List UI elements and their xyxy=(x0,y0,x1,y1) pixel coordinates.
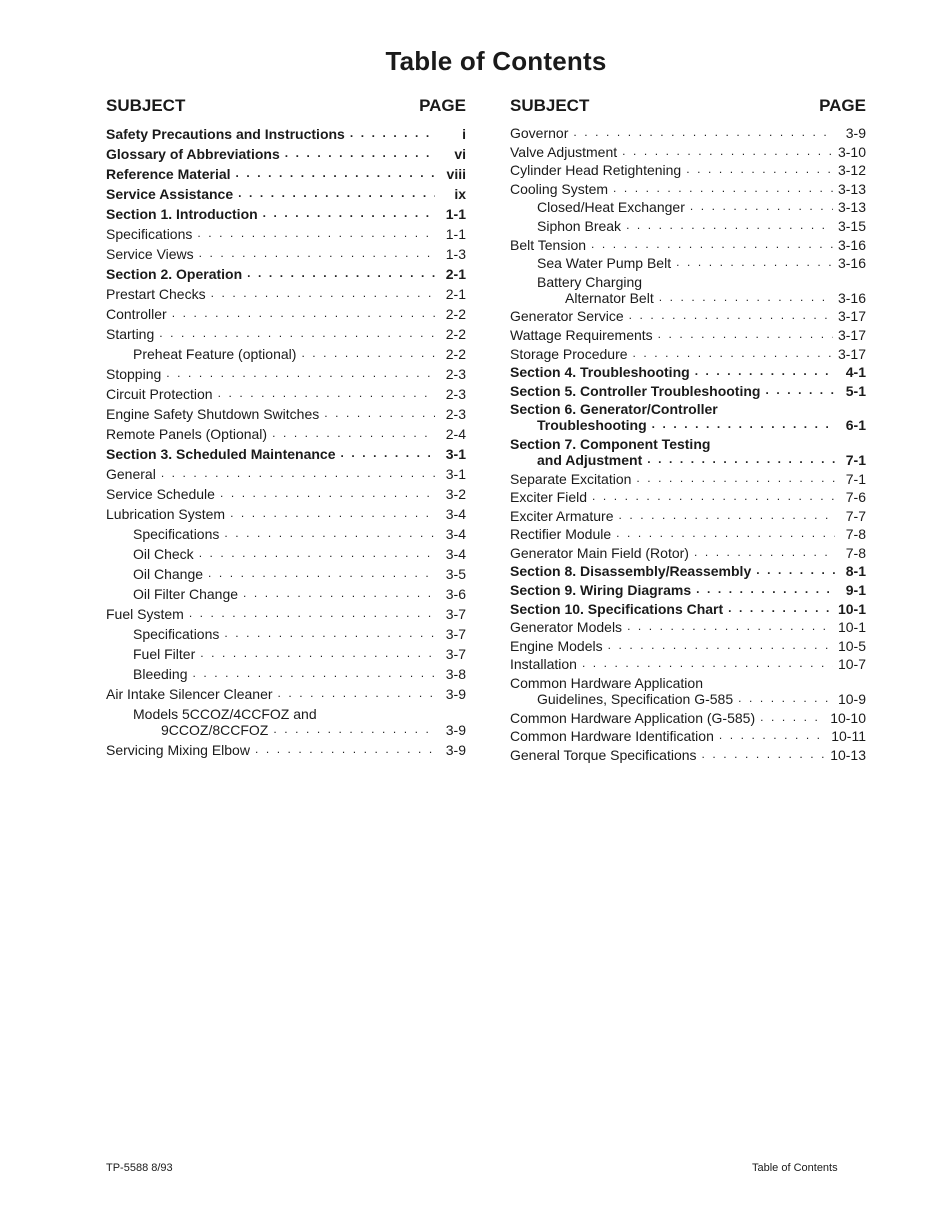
dot-leader xyxy=(243,586,435,600)
toc-entry xyxy=(106,606,466,622)
dot-leader xyxy=(591,237,833,251)
toc-entry xyxy=(106,526,466,542)
toc-entry-title: Air Intake Silencer Cleaner xyxy=(106,686,273,702)
dot-leader xyxy=(695,364,835,378)
toc-entry-page: 10-13 xyxy=(830,746,866,763)
dot-leader xyxy=(756,563,835,577)
dot-leader xyxy=(765,383,835,397)
toc-entry-page: 7-8 xyxy=(845,544,866,561)
toc-entry-page: 3-2 xyxy=(445,486,466,502)
toc-entry xyxy=(106,306,466,322)
toc-entry-page: i xyxy=(462,126,466,142)
dot-leader xyxy=(647,452,835,466)
toc-entry-title: Specifications xyxy=(133,626,220,642)
dot-leader xyxy=(618,508,835,522)
toc-entry-title: Belt Tension xyxy=(510,236,587,253)
toc-entry xyxy=(510,675,866,707)
toc-entry-title: Preheat Feature (optional) xyxy=(133,346,297,362)
toc-entry-page: 6-1 xyxy=(845,417,866,434)
toc-entry-title: Sea Water Pump Belt xyxy=(537,255,672,272)
dot-leader xyxy=(220,486,435,500)
toc-entry xyxy=(106,186,466,202)
toc-entry xyxy=(510,181,866,197)
dot-leader xyxy=(592,489,835,503)
toc-entry xyxy=(510,582,866,598)
toc-entry xyxy=(106,666,466,682)
toc-entry-title: Reference Material xyxy=(106,166,231,182)
dot-leader xyxy=(278,686,435,700)
toc-entry-page: 7-7 xyxy=(845,507,866,524)
dot-leader xyxy=(627,619,833,633)
toc-entry-page: 2-2 xyxy=(445,326,466,342)
toc-entry-title: 9CCOZ/8CCFOZ xyxy=(161,722,269,738)
toc-entry xyxy=(106,546,466,562)
toc-entry-title: Remote Panels (Optional) xyxy=(106,426,268,442)
toc-entry-page: 7-1 xyxy=(845,470,866,487)
toc-entry-title: Glossary of Abbreviations xyxy=(106,146,280,162)
toc-entry-title: General Torque Specifications xyxy=(510,746,697,763)
dot-leader xyxy=(236,166,435,180)
toc-entry xyxy=(510,471,866,487)
toc-entry-page: 10-9 xyxy=(837,691,866,708)
toc-entry xyxy=(510,619,866,635)
dot-leader xyxy=(197,226,435,240)
dot-leader xyxy=(626,218,833,232)
toc-entry-page: viii xyxy=(446,166,466,182)
toc-entry xyxy=(106,366,466,382)
toc-entry xyxy=(510,489,866,505)
dot-leader xyxy=(652,417,835,431)
toc-entry xyxy=(106,426,466,442)
dot-leader xyxy=(719,728,826,742)
page-title: Table of Contents xyxy=(385,46,607,76)
toc-entry xyxy=(106,126,466,142)
toc-entry-title: Section 4. Troubleshooting xyxy=(510,364,690,381)
dot-leader xyxy=(582,656,833,670)
toc-entry xyxy=(510,436,866,468)
toc-entry-title: Service Views xyxy=(106,246,194,262)
toc-entry-title: Oil Filter Change xyxy=(133,586,239,602)
toc-entry-title: Generator Service xyxy=(510,308,624,325)
toc-entry-page: 3-7 xyxy=(445,626,466,642)
toc-entry-title: Service Schedule xyxy=(106,486,215,502)
toc-entry-page: 3-6 xyxy=(445,586,466,602)
dot-leader xyxy=(159,326,435,340)
toc-entry-title: Specifications xyxy=(106,226,193,242)
toc-entry-title: Cylinder Head Retightening xyxy=(510,162,682,179)
dot-leader xyxy=(350,126,435,140)
toc-entry-page: 3-9 xyxy=(845,125,866,141)
toc-entry-page: 10-7 xyxy=(837,656,866,673)
toc-entry-title: and Adjustment xyxy=(537,451,643,468)
toc-entry-page: 3-5 xyxy=(445,566,466,582)
toc-entry-title: Section 5. Controller Troubleshooting xyxy=(510,382,761,399)
subject-heading: SUBJECT xyxy=(510,96,590,115)
page-heading: PAGE xyxy=(819,96,866,115)
toc-entry xyxy=(510,274,866,306)
dot-leader xyxy=(301,346,435,360)
toc-entry-page: 2-1 xyxy=(445,266,466,282)
toc-entry-title: Starting xyxy=(106,326,155,342)
toc-entry xyxy=(510,125,866,141)
toc-entry-page: 3-17 xyxy=(837,326,866,343)
dot-leader xyxy=(218,386,435,400)
toc-entry-page: 8-1 xyxy=(845,563,866,580)
dot-leader xyxy=(613,181,833,195)
dot-leader xyxy=(728,601,833,615)
toc-entry-page: 2-4 xyxy=(445,426,466,442)
toc-entry-title: Storage Procedure xyxy=(510,345,628,362)
dot-leader xyxy=(230,506,435,520)
dot-leader xyxy=(272,426,435,440)
toc-entry-title: Section 10. Specifications Chart xyxy=(510,600,724,617)
toc-entry-title: Exciter Field xyxy=(510,489,588,506)
dot-leader xyxy=(224,626,435,640)
toc-entry-page: 3-4 xyxy=(445,546,466,562)
dot-leader xyxy=(686,162,833,176)
toc-entry-page: 2-2 xyxy=(445,346,466,362)
toc-entry xyxy=(510,327,866,343)
toc-entry-page: 3-15 xyxy=(837,217,866,234)
dot-leader xyxy=(573,125,835,139)
toc-entry-title: Section 3. Scheduled Maintenance xyxy=(106,446,336,462)
toc-entry xyxy=(106,586,466,602)
toc-entry xyxy=(510,255,866,271)
dot-leader xyxy=(238,186,435,200)
toc-entry-page: 3-13 xyxy=(837,180,866,197)
toc-entry xyxy=(510,308,866,324)
toc-entry-page: ix xyxy=(454,186,466,202)
toc-entry xyxy=(510,638,866,654)
toc-entry-title: Fuel Filter xyxy=(133,646,196,662)
toc-entry-title: Governor xyxy=(510,125,569,141)
dot-leader xyxy=(760,710,825,724)
dot-leader xyxy=(172,306,435,320)
toc-entry-title: Oil Check xyxy=(133,546,194,562)
toc-entry xyxy=(510,162,866,178)
toc-entry xyxy=(106,406,466,422)
toc-entry-title-line1: Battery Charging xyxy=(537,273,643,290)
toc-entry xyxy=(106,246,466,262)
toc-entry-title: Generator Main Field (Rotor) xyxy=(510,544,689,561)
toc-entry xyxy=(510,656,866,672)
toc-entry-page: 9-1 xyxy=(845,582,866,599)
toc-entry-title: Prestart Checks xyxy=(106,286,206,302)
dot-leader xyxy=(189,606,435,620)
toc-entry-page: 3-7 xyxy=(445,606,466,622)
toc-entry-title: Section 2. Operation xyxy=(106,266,243,282)
toc-entry xyxy=(510,526,866,542)
toc-entry-page: 3-9 xyxy=(445,686,466,702)
dot-leader xyxy=(161,466,435,480)
toc-entry xyxy=(106,446,466,462)
toc-entry xyxy=(510,710,866,726)
toc-entry-title: Fuel System xyxy=(106,606,184,622)
toc-entry-page: 3-1 xyxy=(445,446,466,462)
toc-entry-title: Engine Safety Shutdown Switches xyxy=(106,406,320,422)
toc-entry xyxy=(106,686,466,702)
toc-entry-page: 7-6 xyxy=(845,489,866,506)
toc-entry xyxy=(106,486,466,502)
toc-entry-page: 1-1 xyxy=(445,226,466,242)
toc-entry xyxy=(510,144,866,160)
dot-leader xyxy=(199,246,435,260)
toc-entry-title: Safety Precautions and Instructions xyxy=(106,126,345,142)
toc-entry-title: Exciter Armature xyxy=(510,507,614,524)
toc-entry-title-line1: Common Hardware Application xyxy=(510,675,703,692)
toc-entry-page: 3-16 xyxy=(837,236,866,253)
toc-entry-page: 3-8 xyxy=(445,666,466,682)
toc-entry-title: Oil Change xyxy=(133,566,204,582)
dot-leader xyxy=(616,526,835,540)
dot-leader xyxy=(199,546,435,560)
toc-entry-title: Rectifier Module xyxy=(510,526,612,543)
toc-entry-title: Siphon Break xyxy=(537,217,622,234)
toc-entry xyxy=(510,237,866,253)
toc-entry-title: Lubrication System xyxy=(106,506,226,522)
toc-entry xyxy=(510,218,866,234)
dot-leader xyxy=(633,346,833,360)
toc-entry xyxy=(106,146,466,162)
toc-entry-page: 3-9 xyxy=(445,742,466,758)
dot-leader xyxy=(341,446,435,460)
toc-entry-title: Service Assistance xyxy=(106,186,234,202)
toc-entry-page: 2-1 xyxy=(445,286,466,302)
toc-entry xyxy=(510,747,866,763)
toc-entry-page: 3-4 xyxy=(445,506,466,522)
toc-entry-title: Common Hardware Identification xyxy=(510,728,714,745)
toc-entry-page: 2-3 xyxy=(445,386,466,402)
dot-leader xyxy=(622,144,833,158)
dot-leader xyxy=(224,526,435,540)
dot-leader xyxy=(247,266,435,280)
toc-entry-title-line1: Section 6. Generator/Controller xyxy=(510,401,718,418)
toc-entry xyxy=(106,266,466,282)
toc-entry-title: Wattage Requirements xyxy=(510,326,653,343)
toc-entry-page: 2-3 xyxy=(445,366,466,382)
toc-entry-page: 3-9 xyxy=(445,722,466,738)
toc-entry-page: 3-1 xyxy=(445,466,466,482)
toc-entry-page: 10-5 xyxy=(837,637,866,654)
toc-entry xyxy=(106,466,466,482)
toc-entry-page: 3-4 xyxy=(445,526,466,542)
toc-entry-page: 4-1 xyxy=(845,364,866,381)
toc-entry xyxy=(106,646,466,662)
dot-leader xyxy=(211,286,435,300)
dot-leader xyxy=(694,545,835,559)
toc-entry-page: 3-10 xyxy=(837,143,866,160)
toc-entry-title: Guidelines, Specification G-585 xyxy=(537,691,734,708)
toc-entry xyxy=(510,601,866,617)
toc-entry xyxy=(510,199,866,215)
toc-entry-page: 1-3 xyxy=(445,246,466,262)
dot-leader xyxy=(676,255,833,269)
toc-entry-title: Separate Excitation xyxy=(510,470,632,487)
dot-leader xyxy=(193,666,436,680)
toc-entry-page: 10-1 xyxy=(837,600,866,617)
toc-entry-title-line1: Models 5CCOZ/4CCFOZ and xyxy=(133,706,317,722)
dot-leader xyxy=(629,308,833,322)
dot-leader xyxy=(263,206,435,220)
toc-entry-title: Specifications xyxy=(133,526,220,542)
toc-entry-page: 7-1 xyxy=(845,451,866,468)
toc-entry-page: 3-13 xyxy=(837,199,866,216)
toc-entry-title: Bleeding xyxy=(133,666,188,682)
toc-entry-page: 10-1 xyxy=(837,619,866,636)
toc-entry-title: Valve Adjustment xyxy=(510,143,618,160)
toc-entry xyxy=(106,286,466,302)
toc-entry-title: Alternator Belt xyxy=(565,289,654,306)
toc-entry xyxy=(106,326,466,342)
toc-entry-page: 3-17 xyxy=(837,345,866,362)
toc-entry-title-line1: Section 7. Component Testing xyxy=(510,435,711,452)
toc-entry xyxy=(510,545,866,561)
toc-entry-title: Engine Models xyxy=(510,637,603,654)
toc-entry xyxy=(106,626,466,642)
toc-entry-page: 3-7 xyxy=(445,646,466,662)
toc-entry xyxy=(106,206,466,222)
toc-entry-title: Common Hardware Application (G-585) xyxy=(510,709,756,726)
toc-entry xyxy=(510,383,866,399)
toc-entry-title: Circuit Protection xyxy=(106,386,213,402)
toc-entry xyxy=(106,166,466,182)
dot-leader xyxy=(702,747,826,761)
toc-entry xyxy=(106,346,466,362)
dot-leader xyxy=(208,566,435,580)
dot-leader xyxy=(273,722,435,736)
toc-entry xyxy=(510,508,866,524)
toc-entry-page: 1-1 xyxy=(445,206,466,222)
toc-entry-title: Controller xyxy=(106,306,167,322)
toc-entry-page: vi xyxy=(454,146,466,162)
toc-entry-title: Installation xyxy=(510,656,577,673)
toc-entry-title: Stopping xyxy=(106,366,162,382)
toc-entry xyxy=(510,728,866,744)
dot-leader xyxy=(658,327,833,341)
toc-list xyxy=(106,126,466,762)
dot-leader xyxy=(608,638,833,652)
toc-entry-page: 3-17 xyxy=(837,308,866,325)
dot-leader xyxy=(636,471,835,485)
toc-entry-page: 2-3 xyxy=(445,406,466,422)
dot-leader xyxy=(255,742,435,756)
toc-entry xyxy=(106,742,466,758)
toc-entry-title: Cooling System xyxy=(510,180,609,197)
toc-entry-title: Troubleshooting xyxy=(537,417,647,434)
toc-entry-title: General xyxy=(106,466,156,482)
toc-entry xyxy=(510,364,866,380)
toc-entry-page: 3-12 xyxy=(837,162,866,179)
toc-entry-title: Section 9. Wiring Diagrams xyxy=(510,582,692,599)
toc-entry-page: 3-16 xyxy=(837,255,866,272)
dot-leader xyxy=(166,366,435,380)
subject-heading: SUBJECT xyxy=(106,96,186,115)
dot-leader xyxy=(324,406,435,420)
toc-entry xyxy=(510,401,866,433)
toc-entry-page: 3-16 xyxy=(837,289,866,306)
toc-entry-page: 7-8 xyxy=(845,526,866,543)
toc-entry xyxy=(106,386,466,402)
dot-leader xyxy=(696,582,835,596)
toc-entry-title: Servicing Mixing Elbow xyxy=(106,742,250,758)
toc-entry xyxy=(510,563,866,579)
dot-leader xyxy=(200,646,435,660)
toc-entry xyxy=(106,506,466,522)
toc-list xyxy=(510,125,866,765)
dot-leader xyxy=(659,290,833,304)
toc-entry xyxy=(106,566,466,582)
toc-entry-page: 2-2 xyxy=(445,306,466,322)
toc-entry xyxy=(510,346,866,362)
dot-leader xyxy=(738,691,833,705)
column-header xyxy=(106,96,466,118)
toc-entry-title: Closed/Heat Exchanger xyxy=(537,199,685,216)
toc-entry-page: 5-1 xyxy=(845,382,866,399)
page-heading: PAGE xyxy=(419,96,466,115)
toc-entry-title: Section 1. Introduction xyxy=(106,206,258,222)
dot-leader xyxy=(690,199,833,213)
toc-entry-title: Generator Models xyxy=(510,619,623,636)
toc-entry xyxy=(106,706,466,738)
toc-entry-page: 10-11 xyxy=(831,728,866,745)
column-header xyxy=(510,96,866,118)
toc-entry-page: 10-10 xyxy=(830,709,866,726)
dot-leader xyxy=(285,146,435,160)
footer-section-title: Table of Contents xyxy=(752,1162,838,1174)
toc-entry xyxy=(106,226,466,242)
document-number: TP-5588 8/93 xyxy=(106,1162,173,1174)
toc-entry-title: Section 8. Disassembly/Reassembly xyxy=(510,563,752,580)
